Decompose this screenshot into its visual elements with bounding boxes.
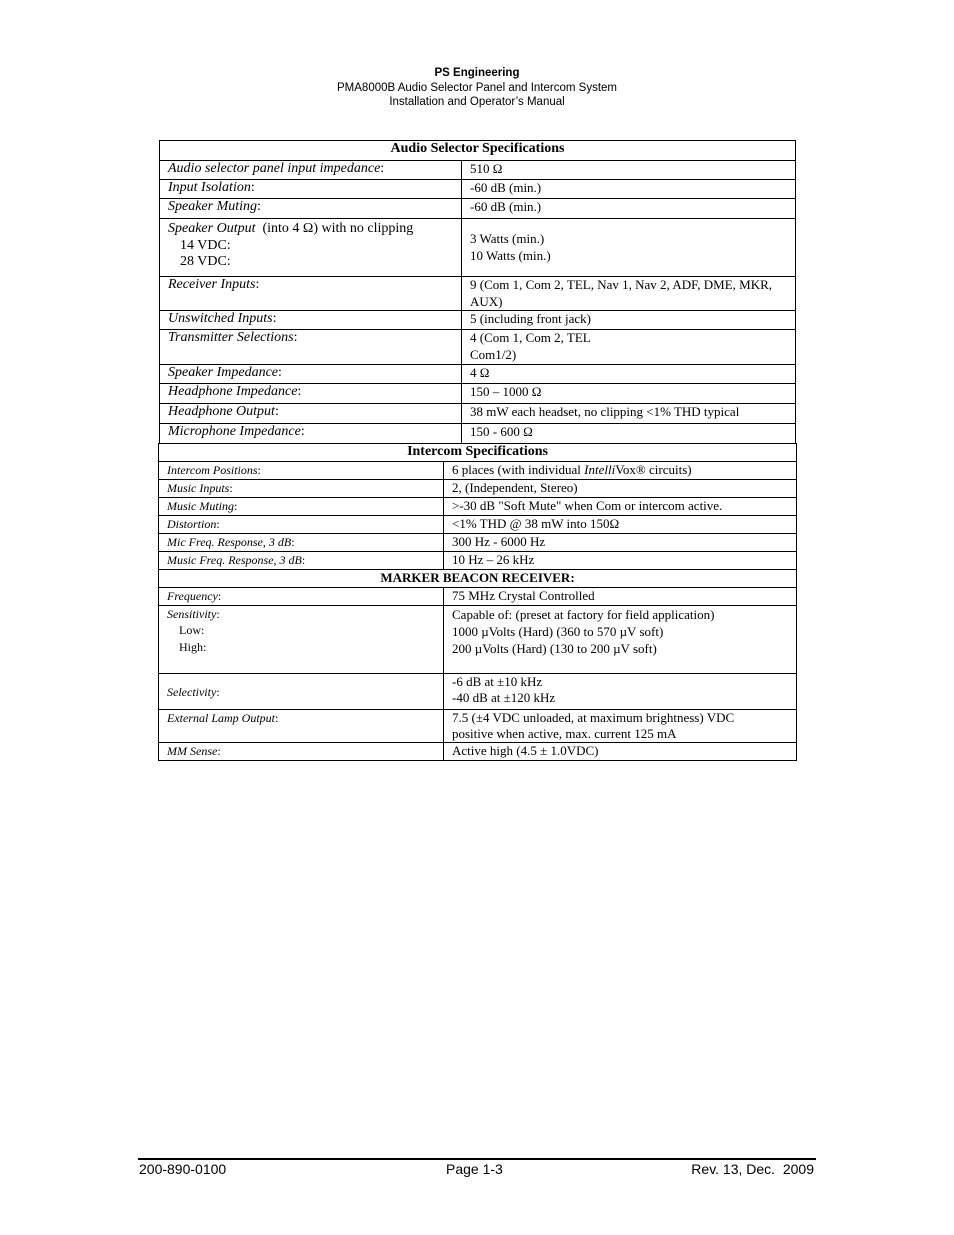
table-row bbox=[159, 588, 797, 606]
table-row bbox=[160, 384, 796, 404]
intercom-spec-table bbox=[158, 443, 797, 761]
spec-label: Headphone Output: bbox=[160, 404, 462, 424]
audio-selector-title: Audio Selector Specifications bbox=[160, 141, 796, 161]
product-name: PMA8000B Audio Selector Panel and Intercom System bbox=[337, 81, 617, 94]
spec-label: Music Freq. Response, 3 dB: bbox=[159, 552, 444, 570]
table-row bbox=[160, 365, 796, 384]
spec-label: Selectivity: bbox=[159, 674, 444, 710]
table-row bbox=[159, 552, 797, 570]
spec-label: Intercom Positions: bbox=[159, 462, 444, 480]
spec-label: Audio selector panel input impedance: bbox=[160, 161, 462, 180]
spec-label: Transmitter Selections: bbox=[160, 330, 462, 365]
spec-value: 150 - 600 Ω bbox=[462, 424, 796, 444]
table-row bbox=[159, 710, 797, 743]
intercom-title: Intercom Specifications bbox=[159, 444, 797, 462]
spec-label: Speaker Muting: bbox=[160, 199, 462, 219]
spec-value: -60 dB (min.) bbox=[462, 180, 796, 199]
spec-label: Receiver Inputs: bbox=[160, 277, 462, 311]
spec-value: >-30 dB "Soft Mute" when Com or intercom active. bbox=[444, 498, 797, 516]
spec-value: 75 MHz Crystal Controlled bbox=[444, 588, 797, 606]
table-row bbox=[159, 462, 797, 480]
spec-label: Frequency: bbox=[159, 588, 444, 606]
table-row bbox=[159, 674, 797, 710]
spec-label: Input Isolation: bbox=[160, 180, 462, 199]
spec-value: 38 mW each headset, no clipping <1% THD typical bbox=[462, 404, 796, 424]
spec-label: External Lamp Output: bbox=[159, 710, 444, 743]
spec-value: 510 Ω bbox=[462, 161, 796, 180]
spec-value: 3 Watts (min.) 10 Watts (min.) bbox=[462, 219, 796, 277]
spec-value: 9 (Com 1, Com 2, TEL, Nav 1, Nav 2, ADF, DME, MKR, AUX) bbox=[462, 277, 796, 311]
spec-value: <1% THD @ 38 mW into 150Ω bbox=[444, 516, 797, 534]
table-row bbox=[160, 199, 796, 219]
spec-label: Microphone Impedance: bbox=[160, 424, 462, 444]
table-row bbox=[160, 180, 796, 199]
spec-value: 4 Ω bbox=[462, 365, 796, 384]
spec-label: MM Sense: bbox=[159, 743, 444, 761]
table-row bbox=[160, 330, 796, 365]
spec-value: -60 dB (min.) bbox=[462, 199, 796, 219]
spec-value: 6 places (with individual IntelliVox® circuits) bbox=[444, 462, 797, 480]
spec-value: 2, (Independent, Stereo) bbox=[444, 480, 797, 498]
table-row bbox=[159, 498, 797, 516]
spec-value: 10 Hz – 26 kHz bbox=[444, 552, 797, 570]
table-row bbox=[159, 606, 797, 674]
revision: Rev. 13, Dec. 2009 bbox=[691, 1161, 814, 1177]
spec-label: Mic Freq. Response, 3 dB: bbox=[159, 534, 444, 552]
spec-value: 300 Hz - 6000 Hz bbox=[444, 534, 797, 552]
spec-value: 7.5 (±4 VDC unloaded, at maximum brightness) VDC positive when active, max. current 125 mA bbox=[444, 710, 797, 743]
spec-label: Sensitivity: Low: High: bbox=[159, 606, 444, 674]
table-row bbox=[160, 277, 796, 311]
spec-label: Headphone Impedance: bbox=[160, 384, 462, 404]
table-row bbox=[160, 161, 796, 180]
spec-value: -6 dB at ±10 kHz -40 dB at ±120 kHz bbox=[444, 674, 797, 710]
company-name: PS Engineering bbox=[434, 67, 520, 79]
table-row bbox=[159, 480, 797, 498]
spec-label: Unswitched Inputs: bbox=[160, 311, 462, 330]
spec-label: Speaker Impedance: bbox=[160, 365, 462, 384]
spec-value: 5 (including front jack) bbox=[462, 311, 796, 330]
spec-label: Speaker Output (into 4 Ω) with no clipping 14 VDC: 28 VDC: bbox=[160, 219, 462, 277]
table-row bbox=[160, 219, 796, 277]
table-row bbox=[160, 424, 796, 444]
spec-value: Active high (4.5 ± 1.0VDC) bbox=[444, 743, 797, 761]
marker-beacon-title: MARKER BEACON RECEIVER: bbox=[159, 570, 797, 588]
footer-divider bbox=[138, 1158, 816, 1160]
spec-label: Music Inputs: bbox=[159, 480, 444, 498]
page-header bbox=[0, 66, 954, 110]
audio-selector-spec-table bbox=[159, 140, 796, 444]
table-row bbox=[159, 534, 797, 552]
table-row bbox=[159, 743, 797, 761]
table-row bbox=[160, 311, 796, 330]
spec-value: 150 – 1000 Ω bbox=[462, 384, 796, 404]
spec-value: Capable of: (preset at factory for field application) 1000 µVolts (Hard) (360 to 570 µV soft) 200 µVolts (Hard) (130 to 200 µV soft) bbox=[444, 606, 797, 674]
table-row bbox=[160, 404, 796, 424]
doc-number: 200-890-0100 bbox=[139, 1161, 227, 1177]
manual-title: Installation and Operator’s Manual bbox=[389, 96, 565, 108]
page-number: Page 1-3 bbox=[446, 1161, 503, 1177]
spec-label: Distortion: bbox=[159, 516, 444, 534]
spec-label: Music Muting: bbox=[159, 498, 444, 516]
table-row bbox=[159, 516, 797, 534]
spec-value: 4 (Com 1, Com 2, TEL Com1/2) bbox=[462, 330, 796, 365]
